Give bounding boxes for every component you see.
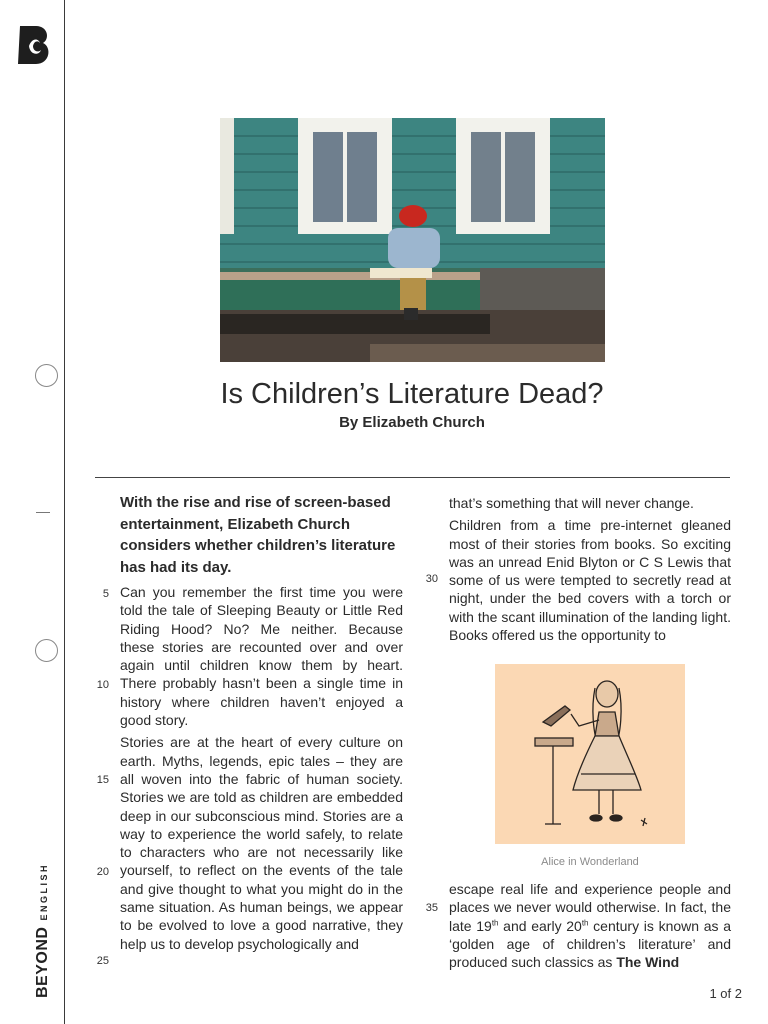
binder-hole-bottom [35,639,58,662]
brand-name-main: BEYOND [34,926,51,998]
binder-hole-top [35,364,58,387]
brand-name-sub: ENGLISH [39,863,49,921]
article-title: Is Children’s Literature Dead? [220,378,604,410]
right-top-line: that’s something that will never change. [449,495,694,511]
title-divider [95,477,730,478]
right-column-top [449,494,731,644]
line-number: 5 [102,588,109,600]
paragraph-1: Can you remember the first time you were told the tale of Sleeping Beauty or Little Red Riding Hood? No? Me neither. Because these stories are recounted over and over again until children know them by heart. There probably hasn’t been a single time in history where children haven’t enjoyed a good story. [120,584,403,729]
beyond-logo [14,22,54,66]
brand-vertical [34,863,52,998]
book-title-bold: The Wind [616,954,680,971]
fold-mark [36,512,50,513]
line-number: 30 [425,573,438,585]
paragraph-2: Stories are at the heart of every culture on earth. Myths, legends, epic tales – they are all woven into the fabric of human society. Stories we are told as children are embedded deep in our subconscious mind. Stories are a way to experience the world safely, to relate to characters who are not necessarily like yourself, to reflect on the events of the tale and give thought to what you might do in the same situation. As human beings, we appear to be evolved to love a good narrative, they help us to develop psychologically and [120,734,403,952]
left-column [120,492,403,953]
line-number: 20 [96,866,109,878]
p2-text-b: and early 20 [498,917,582,934]
p2-sup-1: th [491,917,499,927]
line-number: 25 [96,955,109,967]
right-paragraph-2 [449,880,731,971]
line-number: 10 [96,679,109,691]
p2-sup-2: th [581,917,589,927]
right-paragraph-1: Children from a time pre-internet gleaned most of their stories from books. So exciting was an unread Enid Blyton or C S Lewis that some of us were tempted to secretly read at night, under the bed covers with a torch or with the scant illumination of the landing light. Books offered us the opportunity to [449,517,731,644]
page-number: 1 of 2 [709,986,742,1001]
p2-text-c: century is known as a ‘golden age of children’s literature’ and produced such classics as [449,917,731,971]
line-number: 15 [96,774,109,786]
article-byline: By Elizabeth Church [339,414,485,431]
right-column-bottom [449,880,731,971]
line-number: 35 [425,902,438,914]
alice-illustration [495,664,685,844]
figure-caption: Alice in Wonderland [541,856,639,868]
hero-photo [220,118,605,362]
p2-text-a: escape real life and experience people and places we never would otherwise. In fact, the late 19 [449,881,731,934]
standfirst: With the rise and rise of screen-based entertainment, Elizabeth Church considers whether children’s literature has had its day. [120,494,396,576]
margin-rule [64,0,65,1024]
